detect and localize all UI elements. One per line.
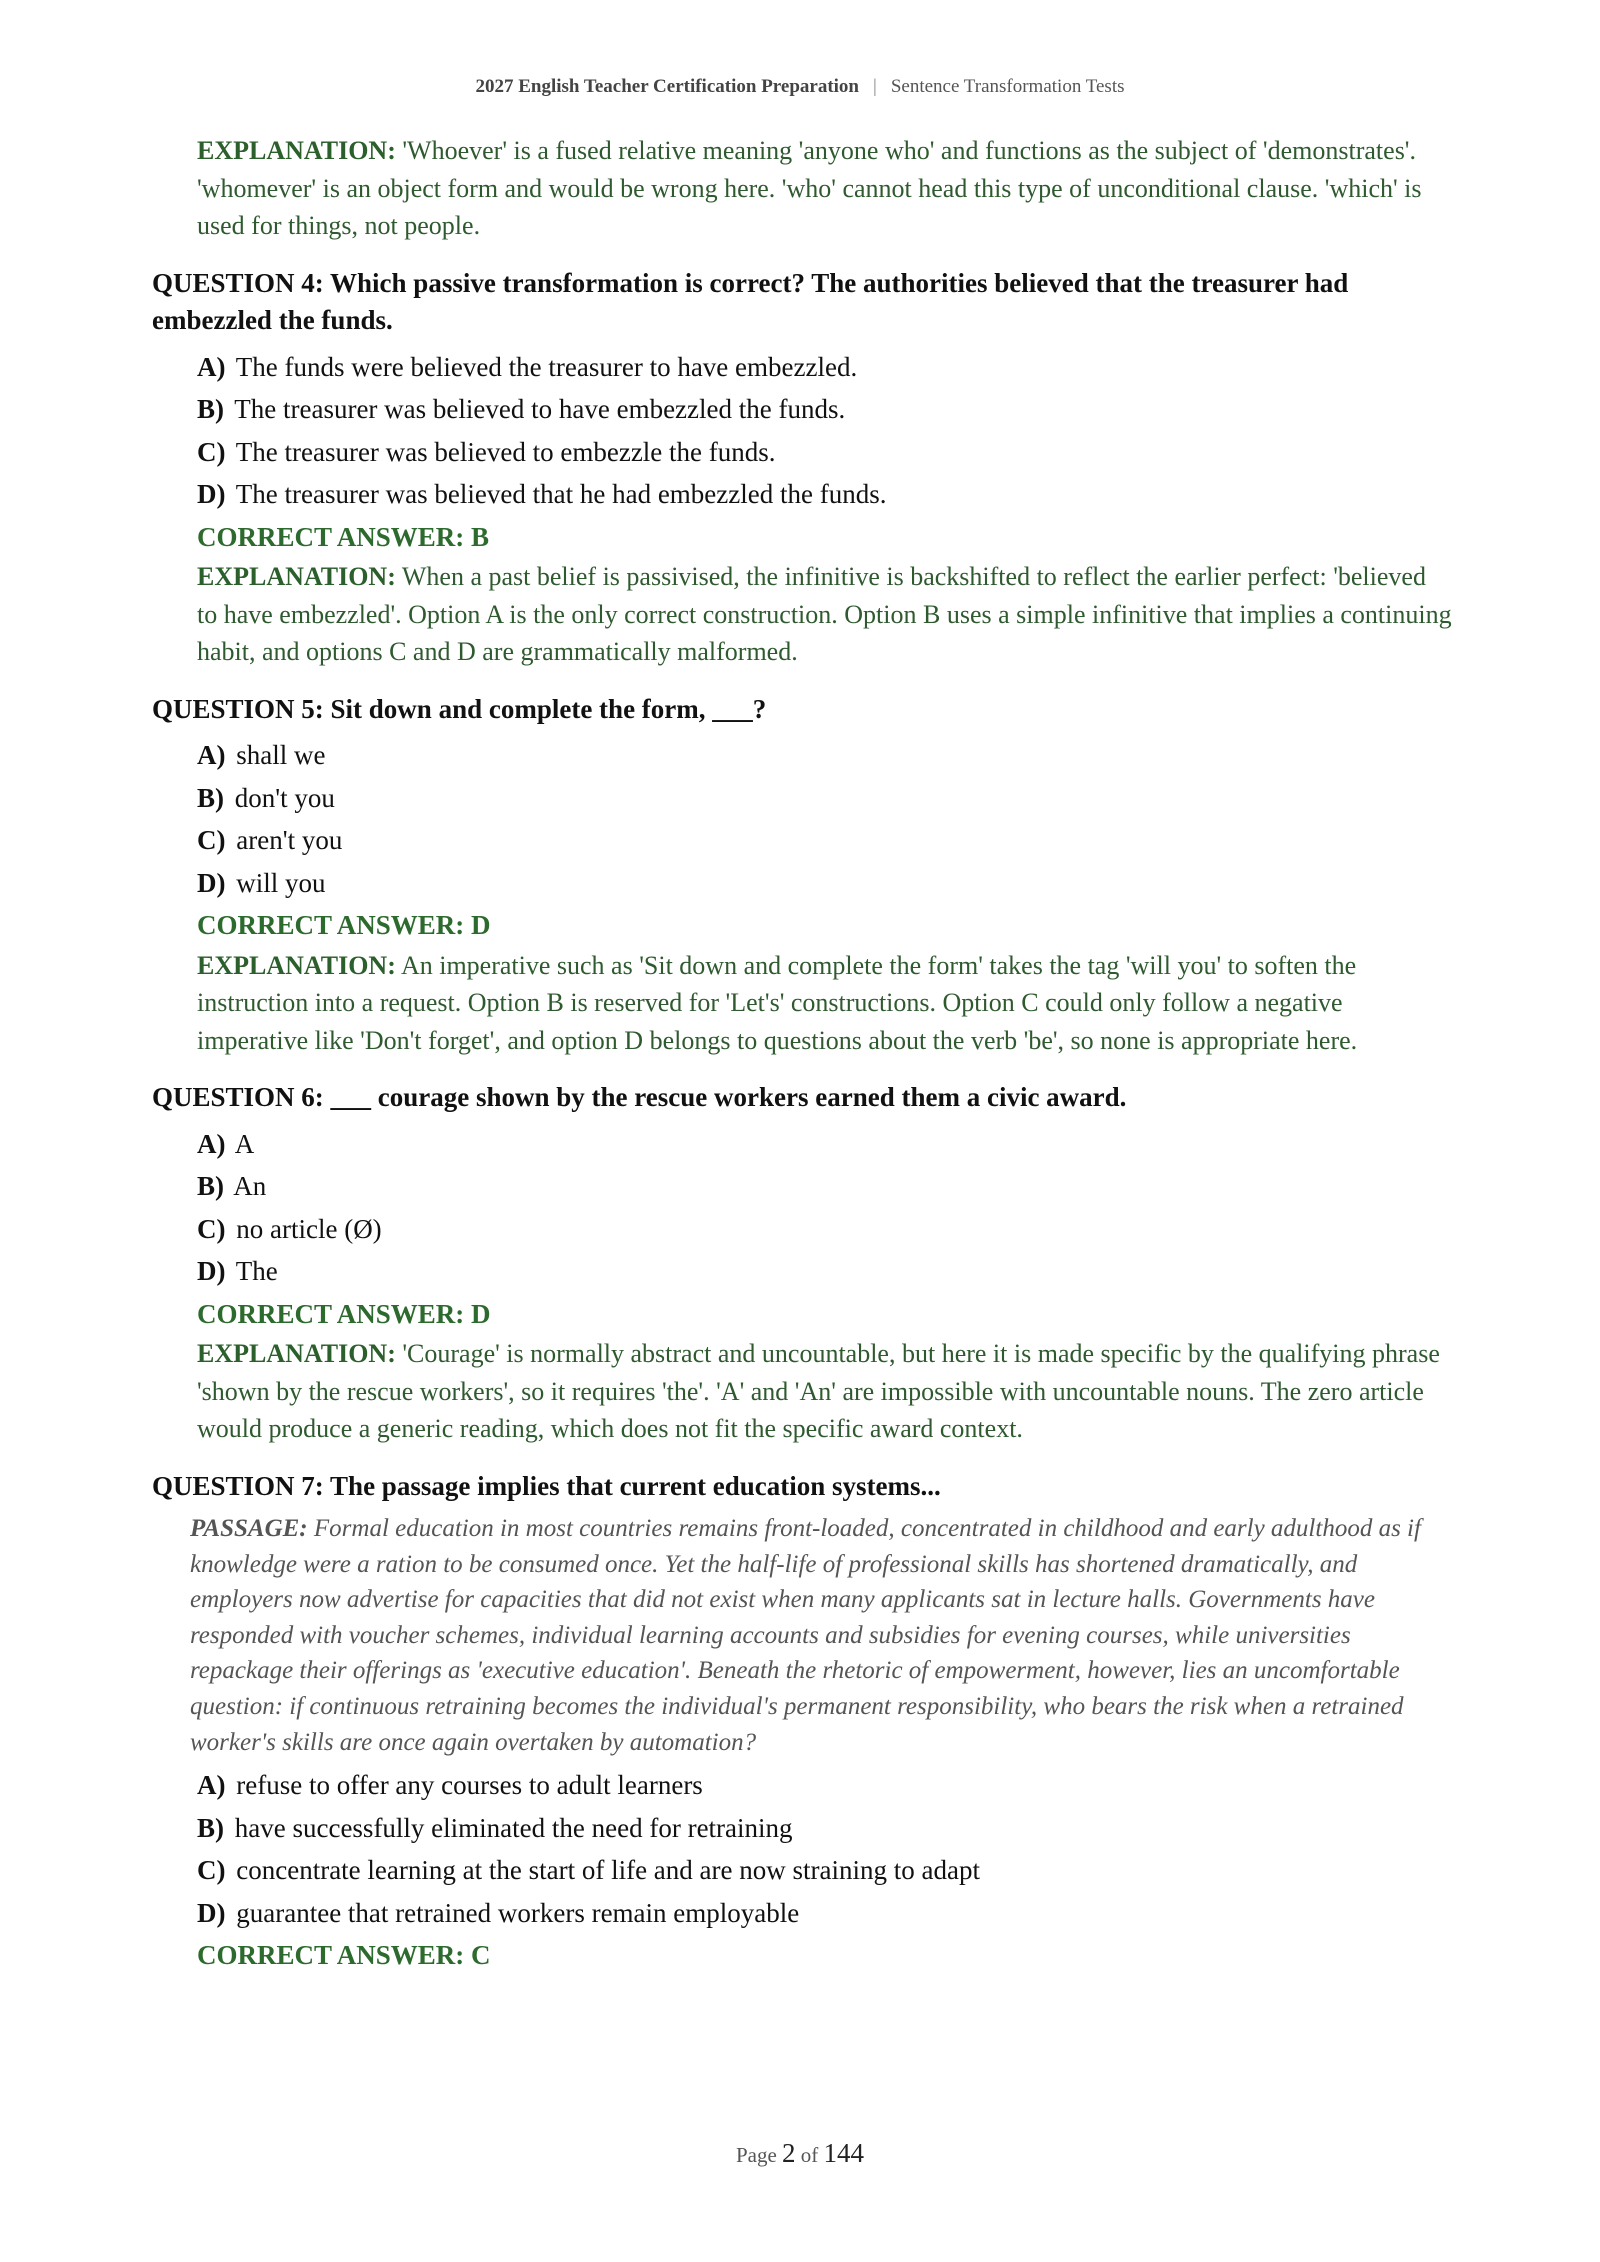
explanation-label: EXPLANATION: [197, 1339, 396, 1368]
option-letter: C) [197, 1855, 226, 1886]
option-text: shall we [236, 740, 326, 770]
explanation-label: EXPLANATION: [197, 136, 396, 165]
option-text: no article (Ø) [236, 1213, 382, 1244]
option-letter: D) [197, 867, 226, 898]
explanation-text: When a past belief is passivised, the infinitive is backshifted to reflect the earlier perfect: 'believed to have embezzled'. Option A is the only correct construction. Option B uses a simple infinitive that implies a continuing habit, and options C and D are grammatically malformed. [197, 562, 1452, 666]
total-pages: 144 [823, 2138, 865, 2168]
option-text: concentrate learning at the start of life and are now straining to adapt [236, 1855, 980, 1886]
option-c [197, 819, 1452, 862]
explanation [197, 947, 1452, 1060]
option-text: A [234, 1128, 255, 1159]
question-title: QUESTION 7: The passage implies that current education systems... [152, 1470, 941, 1501]
page-footer [0, 2138, 1600, 2169]
option-text: An [233, 1171, 267, 1201]
option-d [197, 1892, 1452, 1935]
option-text: The treasurer was believed to embezzle the funds. [235, 436, 776, 467]
question-block-5 [152, 691, 1452, 1060]
option-text: The treasurer was believed to have embezzled the funds. [234, 394, 846, 424]
option-c [197, 1849, 1452, 1892]
question-title: QUESTION 5: Sit down and complete the form, ___? [152, 693, 767, 724]
option-b [197, 1165, 1452, 1208]
option-letter: D) [197, 1256, 226, 1286]
explanation-text: An imperative such as 'Sit down and complete the form' takes the tag 'will you' to soften the instruction into a request. Option B is reserved for 'Let's' constructions. Option C could only follow a negative imperative like 'Don't forget', and option D belongs to questions about the verb 'be', so none is appropriate here. [197, 950, 1358, 1055]
explanation-label: EXPLANATION: [197, 562, 396, 591]
option-c [197, 1208, 1452, 1251]
explanation [197, 558, 1452, 671]
header-separator: | [873, 76, 877, 97]
option-letter: B) [197, 394, 224, 424]
option-letter: D) [197, 479, 226, 509]
option-letter: B) [197, 1171, 224, 1201]
option-letter: C) [197, 1213, 226, 1244]
correct-answer: CORRECT ANSWER: B [197, 521, 490, 552]
correct-answer: CORRECT ANSWER: C [197, 1940, 491, 1971]
option-d [197, 473, 1452, 516]
option-a [197, 1123, 1452, 1166]
option-text: The [235, 1256, 278, 1286]
option-text: don't you [234, 782, 335, 813]
option-text: have successfully eliminated the need for retraining [234, 1812, 793, 1843]
option-d [197, 862, 1452, 905]
option-text: The funds were believed the treasurer to have embezzled. [235, 351, 858, 382]
page-content [152, 132, 1452, 1977]
option-letter: A) [197, 1770, 226, 1801]
option-text: refuse to offer any courses to adult learners [236, 1770, 703, 1801]
explanation-q3 [197, 132, 1452, 245]
option-b [197, 777, 1452, 820]
option-letter: C) [197, 825, 226, 855]
question-block-6 [152, 1079, 1452, 1448]
question-block-4 [152, 265, 1452, 671]
option-text: will you [236, 867, 326, 898]
option-b [197, 388, 1452, 431]
question-block-7 [152, 1468, 1452, 1977]
option-letter: A) [197, 740, 226, 770]
option-b [197, 1807, 1452, 1850]
option-d [197, 1250, 1452, 1293]
page-word: Page [735, 2143, 777, 2167]
question-title: QUESTION 6: ___ courage shown by the rescue workers earned them a civic award. [152, 1082, 1127, 1112]
explanation-label: EXPLANATION: [197, 950, 396, 980]
option-text: The treasurer was believed that he had embezzled the funds. [235, 479, 887, 509]
passage-text: Formal education in most countries remains front-loaded, concentrated in childhood and early adulthood as if knowledge were a ration to be consumed once. Yet the half-life of professional skills has shortened dramatically, and employers now advertise for capacities that did not exist when many applicants sat in lecture halls. Governments have responded with voucher schemes, individual learning accounts and subsidies for evening courses, while universities repackage their offerings as 'executive education'. Beneath the rhetoric of empowerment, however, lies an uncomfortable question: if continuous retraining becomes the individual's permanent responsibility, who bears the risk when a retrained worker's skills are once again overtaken by automation? [190, 1515, 1421, 1756]
option-a [197, 734, 1452, 777]
explanation-text: 'Courage' is normally abstract and uncountable, but here it is made specific by the qualifying phrase 'shown by the rescue workers', so it requires 'the'. 'A' and 'An' are impossible with uncountable nouns. The zero article would produce a generic reading, which does not fit the specific award context. [197, 1339, 1440, 1443]
running-header [0, 76, 1600, 98]
header-section-title: Sentence Transformation Tests [890, 76, 1125, 97]
explanation [197, 1335, 1452, 1448]
of-word: of [800, 2143, 819, 2167]
option-a [197, 1764, 1452, 1807]
option-letter: B) [197, 782, 224, 813]
correct-answer: CORRECT ANSWER: D [197, 1298, 491, 1329]
passage-label: PASSAGE: [190, 1515, 308, 1542]
option-text: aren't you [236, 825, 343, 855]
option-c [197, 431, 1452, 474]
option-letter: A) [197, 351, 226, 382]
option-letter: A) [197, 1128, 226, 1159]
header-book-title: 2027 English Teacher Certification Preparation [475, 76, 859, 97]
option-text: guarantee that retrained workers remain employable [236, 1897, 800, 1928]
option-a [197, 346, 1452, 389]
reading-passage [190, 1511, 1452, 1760]
explanation-text: 'Whoever' is a fused relative meaning 'anyone who' and functions as the subject of 'demonstrates'. 'whomever' is an object form and would be wrong here. 'who' cannot head this type of unconditional clause. 'which' is used for things, not people. [197, 136, 1422, 240]
option-letter: D) [197, 1897, 226, 1928]
correct-answer: CORRECT ANSWER: D [197, 910, 491, 940]
option-letter: B) [197, 1812, 224, 1843]
question-title: QUESTION 4: Which passive transformation is correct? The authorities believed that the treasurer had embezzled the funds. [152, 267, 1349, 335]
option-letter: C) [197, 436, 226, 467]
page-number: 2 [782, 2138, 796, 2168]
